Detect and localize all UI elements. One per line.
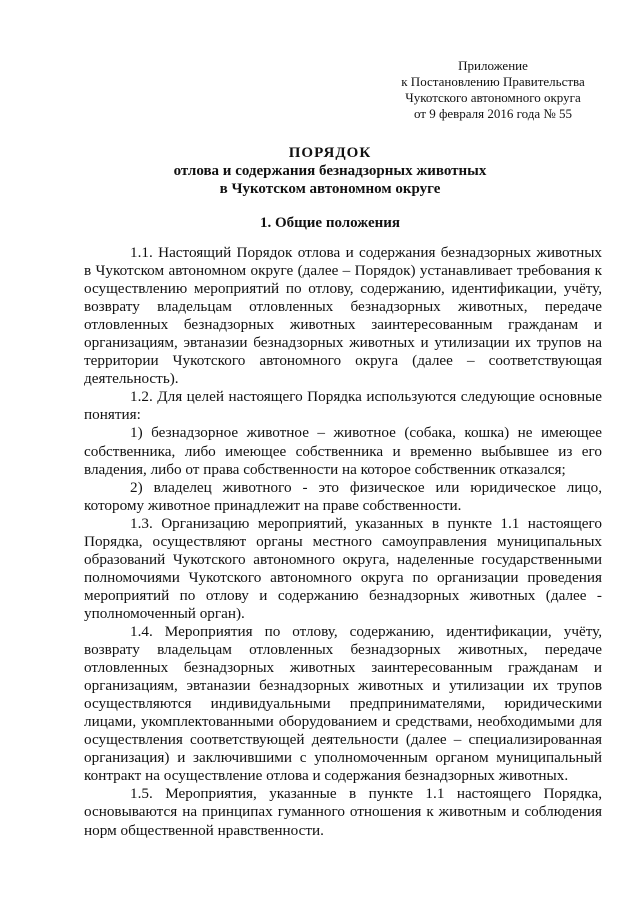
paragraph: 1.3. Организацию мероприятий, указанных в пункте 1.1 настоящего Порядка, осуществляют органы местного самоуправления муниципальных образований Чукотского автономного округа, наделенные государственными полномочиями Чукотского автономного округа по организации проведения мероприятий по отлову и содержанию безнадзорных животных (далее - уполномоченный орган). bbox=[84, 514, 602, 622]
appendix-line: Чукотского автономного округа bbox=[405, 90, 581, 105]
appendix-line: Приложение bbox=[458, 58, 528, 73]
paragraph: 1) безнадзорное животное – животное (собака, кошка) не имеющее собственника, либо имеющее собственника и временно выбывшее из его владения, либо от права собственности на которое собственник отказался; bbox=[84, 424, 602, 478]
section-heading: 1. Общие положения bbox=[259, 215, 401, 231]
paragraph: 1.1. Настоящий Порядок отлова и содержания безнадзорных животных в Чукотском автономном округе (далее – Порядок) устанавливает требования к осуществлению мероприятий по отлову, содержанию, идентификации, учёту, возврату владельцам отловленных безнадзорных животных, передаче отловленных безнадзорных животных заинтересованным гражданам и организациям, эвтаназии безнадзорных животных и утилизации их трупов на территории Чукотского автономного округа (далее – соответствующая деятельность). bbox=[84, 244, 602, 388]
paragraph: 1.4. Мероприятия по отлову, содержанию, идентификации, учёту, возврату владельцам отловленных безнадзорных животных, передаче отловленных безнадзорных животных заинтересованным гражданам и организациям, эвтаназии безнадзорных животных и утилизации их трупов осуществляются индивидуальными предпринимателями, юридическими лицами, укомплектованными оборудованием и средствами, необходимыми для осуществления соответствующей деятельности (далее – специализированная организация) и заключившими с уполномоченным органом муниципальный контракт на осуществление отлова и содержания безнадзорных животных. bbox=[84, 622, 602, 785]
paragraph: 1.5. Мероприятия, указанные в пункте 1.1 настоящего Порядка, основываются на принципах гуманного отношения к животным и соблюдения норм общественной нравственности. bbox=[84, 785, 602, 839]
paragraph: 1.2. Для целей настоящего Порядка используются следующие основные понятия: bbox=[84, 388, 602, 424]
appendix-line: от 9 февраля 2016 года № 55 bbox=[413, 106, 573, 121]
appendix-header bbox=[368, 58, 618, 122]
title-line: в Чукотском автономном округе bbox=[219, 181, 441, 197]
title-line: отлова и содержания безнадзорных животных bbox=[173, 163, 487, 179]
section-body bbox=[84, 244, 602, 840]
appendix-line: к Постановлению Правительства bbox=[401, 74, 585, 89]
document-title bbox=[100, 144, 560, 198]
title-line: ПОРЯДОК bbox=[288, 145, 372, 161]
paragraph: 2) владелец животного - это физическое или юридическое лицо, которому животное принадлежит на праве собственности. bbox=[84, 478, 602, 514]
